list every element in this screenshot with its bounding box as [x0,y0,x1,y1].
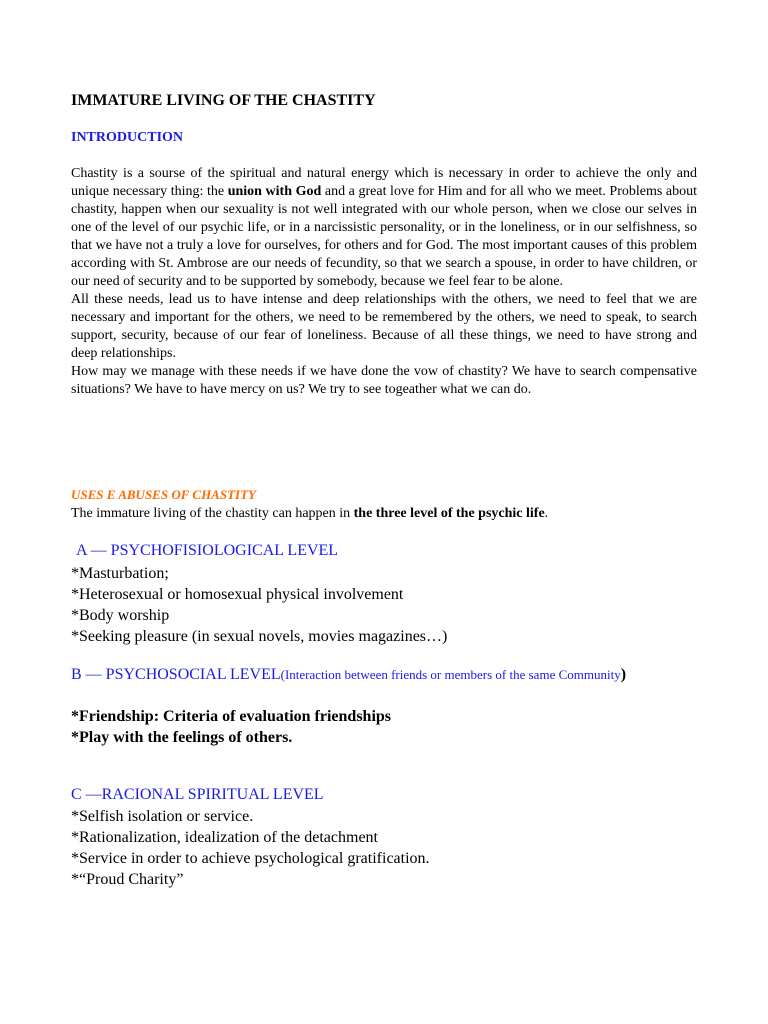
intro-p1-text-after: and a great love for Him and for all who we meet. Problems about chastity, happen when our sexuality is not well integrated with our whole person, when we close our selves in one of the level of our psychic life, or in a narcissistic personality, or in the loneliness, or in our selfishness, so that we have not a truly a love for ourselves, for others and for God. The most important causes of this problem according with St. Ambrose are our needs of fecundity, so that we search a spouse, in order to have children, or our need of security and to be supported by somebody, because we feel fear to be alone. [71,184,698,289]
level-b-title: B — PSYCHOSOCIAL LEVEL [71,666,281,683]
level-b-close-paren: ) [620,666,627,683]
intro-p1-bold: union with God [227,184,322,199]
intro-paragraph-1 [71,165,697,291]
intro-paragraph-3: How may we manage with these needs if we have done the vow of chastity? We have to search compensative situations? We have to have mercy on us? We try to see togeather what we can do. [71,364,697,397]
introduction-body [71,165,697,399]
list-item: *Heterosexual or homosexual physical involvement [71,586,404,603]
uses-heading: USES E ABUSES OF CHASTITY [71,487,256,502]
list-item: *“Proud Charity” [71,871,184,888]
list-item: *Friendship: Criteria of evaluation friendships [71,708,392,725]
list-item: *Masturbation; [71,565,169,582]
level-a-list [71,563,447,647]
list-item: *Body worship [71,607,170,624]
document-title: IMMATURE LIVING OF THE CHASTITY [71,92,376,109]
uses-line-end: . [544,506,549,521]
uses-line-text: The immature living of the chastity can happen in [71,506,354,521]
uses-line-bold: the three level of the psychic life [353,506,545,521]
level-c-heading: C —RACIONAL SPIRITUAL LEVEL [71,786,324,803]
level-c-list [71,806,430,890]
list-item: *Rationalization, idealization of the detachment [71,829,378,846]
intro-p1-text: Chastity is a sourse of the spiritual and natural energy which is necessary in order to achieve the only and unique necessary thing: the [71,166,697,199]
level-b-heading [71,664,701,685]
level-b-list [71,706,391,748]
list-item: *Seeking pleasure (in sexual novels, movies magazines…) [71,628,448,645]
list-item: *Selfish isolation or service. [71,808,254,825]
intro-paragraph-2: All these needs, lead us to have intense and deep relationships with the others, we need to feel that we are necessary and important for the others, we need to be remembered by the others, we need to speak, to search support, security, because of our fear of loneliness. Because of all these things, we need to have strong and deep relationships. [71,292,697,361]
list-item: *Play with the feelings of others. [71,729,293,746]
list-item: *Service in order to achieve psychological gratification. [71,850,430,867]
introduction-heading: INTRODUCTION [71,130,184,145]
level-b-note: (Interaction between friends or members of the same Community [280,667,621,682]
uses-intro-line [71,506,548,522]
level-a-heading: A — PSYCHOFISIOLOGICAL LEVEL [76,542,339,559]
